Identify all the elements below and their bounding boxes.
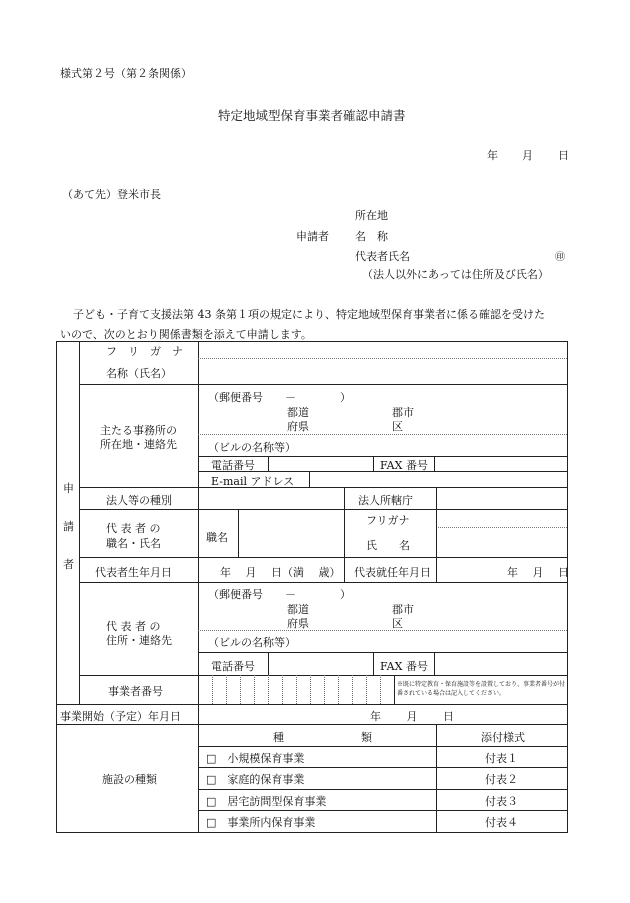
col-form-header: 添付様式 <box>481 731 525 744</box>
date-day: 日 <box>558 149 569 162</box>
rep-tel-label: 電話番号 <box>211 660 255 673</box>
rep-position-label: 職名 <box>206 531 228 544</box>
office-fuken: 府県 <box>287 420 309 433</box>
facility-form-1: 付表１ <box>485 752 518 765</box>
facility-form-3: 付表３ <box>485 795 518 808</box>
rep-shimei-label: 氏 名 <box>366 539 410 552</box>
facility-form-4: 付表４ <box>485 816 518 829</box>
facility-type-label: 施設の種類 <box>102 773 157 786</box>
rep-addr-label-2: 住所・連絡先 <box>106 634 172 647</box>
furigana-label: フ リ ガ ナ <box>106 345 183 358</box>
date-year: 年 <box>487 149 498 162</box>
start-date-label: 事業開始（予定）年月日 <box>60 710 181 723</box>
side-label-2: 請 <box>63 520 74 533</box>
corp-office-label: 法人所轄庁 <box>358 494 413 507</box>
intro-line-2: いので、次のとおり関係書類を添えて申請します。 <box>60 328 312 341</box>
rep-gunshi: 郡市 <box>392 603 414 616</box>
rep-label-2: 職名・氏名 <box>106 537 161 550</box>
rep-label-1: 代 表 者 の <box>106 522 161 535</box>
applicant-location-label: 所在地 <box>355 209 388 222</box>
side-label-3: 者 <box>63 558 74 571</box>
office-postal[interactable]: （郵便番号 － ） <box>208 391 351 404</box>
col-type-header: 種 類 <box>273 731 372 744</box>
facility-item-workplace[interactable]: □ 事業所内保育事業 <box>206 816 316 829</box>
rep-appointed-label: 代表就任年月日 <box>354 566 431 579</box>
side-label-1: 申 <box>63 482 74 495</box>
rep-appointed-value[interactable]: 年 月 日 <box>507 566 569 579</box>
addressee: （あて先）登米市長 <box>62 188 161 201</box>
seal-mark: ㊞ <box>555 252 565 263</box>
facility-item-home-based[interactable]: □ 家庭的保育事業 <box>206 773 305 786</box>
office-label-1: 主たる事務所の <box>100 424 177 437</box>
applicant-label: 申請者 <box>296 230 329 243</box>
date-month: 月 <box>522 149 533 162</box>
rep-todo: 都道 <box>287 603 309 616</box>
rep-postal[interactable]: （郵便番号 － ） <box>208 588 351 601</box>
applicant-note: （法人以外にあっては住所及び氏名） <box>362 268 549 281</box>
rep-fuken: 府県 <box>287 617 309 630</box>
corp-type-label: 法人等の種別 <box>106 494 172 507</box>
intro-line-1: 子ども・子育て支援法第 43 条第１項の規定により、特定地域型保育事業者に係る確認を受けた <box>73 308 545 321</box>
office-building[interactable]: （ビルの名称等） <box>208 441 296 454</box>
rep-furigana-label: フリガナ <box>366 514 410 527</box>
name-input[interactable] <box>200 360 566 383</box>
name-label: 名称（氏名） <box>106 367 172 380</box>
operator-no-label: 事業者番号 <box>108 685 163 698</box>
office-gunshi: 郡市 <box>392 406 414 419</box>
office-ku: 区 <box>392 420 403 433</box>
office-todo: 都道 <box>287 406 309 419</box>
facility-item-small-scale[interactable]: □ 小規模保育事業 <box>206 752 305 765</box>
applicant-name-label: 名 称 <box>355 230 388 243</box>
office-tel-label: 電話番号 <box>211 459 255 472</box>
start-date-value[interactable]: 年 月 日 <box>370 710 454 723</box>
rep-building[interactable]: （ビルの名称等） <box>208 636 296 649</box>
facility-item-home-visit[interactable]: □ 居宅訪問型保育事業 <box>206 795 327 808</box>
furigana-input[interactable] <box>200 342 566 357</box>
form-title: 特定地域型保育事業者確認申請書 <box>218 108 406 123</box>
operator-no-note: ※既に特定教育・保育施設等を設置しており、事業者番号が付番されている場合は記入してください。 <box>397 681 566 697</box>
form-number: 様式第２号（第２条関係） <box>60 67 192 80</box>
office-label-2: 所在地・連絡先 <box>100 438 177 451</box>
applicant-rep-label: 代表者氏名 <box>355 250 410 263</box>
rep-ku: 区 <box>392 617 403 630</box>
rep-addr-label-1: 代 表 者 の <box>106 620 161 633</box>
office-fax-label: FAX 番号 <box>380 459 428 472</box>
rep-birth-value[interactable]: 年 月 日（満 歳） <box>220 566 341 579</box>
rep-fax-label: FAX 番号 <box>380 660 428 673</box>
office-email-label: E-mail アドレス <box>211 475 295 488</box>
facility-form-2: 付表２ <box>485 773 518 786</box>
rep-birth-label: 代表者生年月日 <box>95 566 172 579</box>
